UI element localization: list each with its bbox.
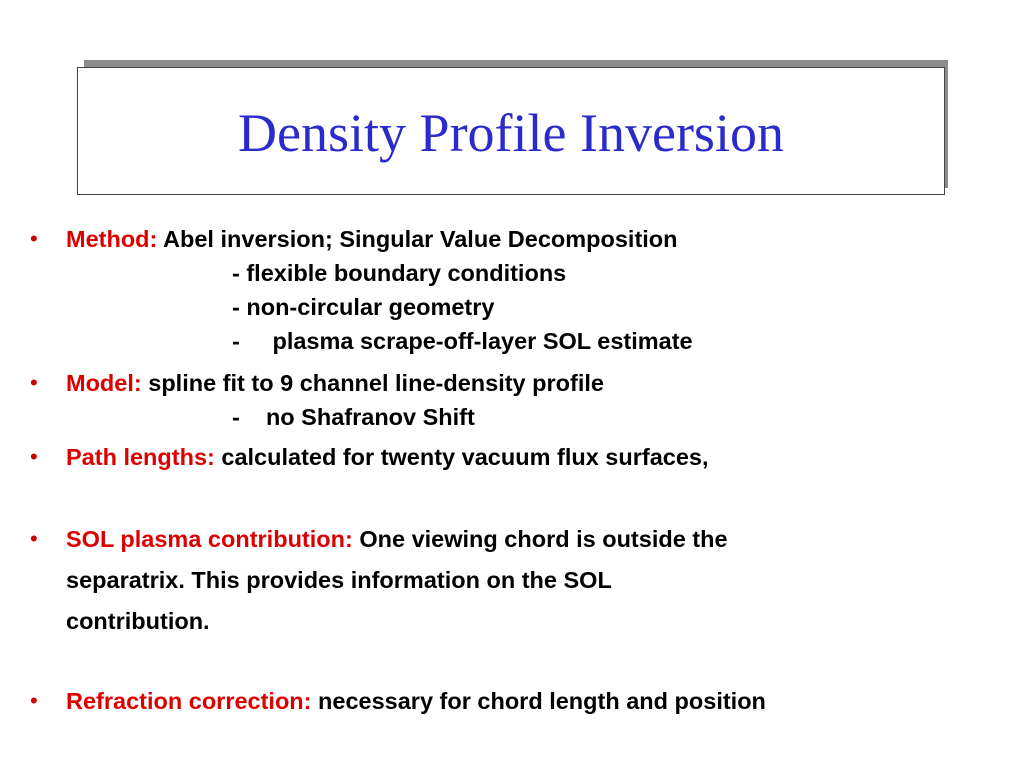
- bullet-sol-contribution: [66, 528, 728, 552]
- bullet-subline: separatrix. This provides information on the SOL: [66, 567, 612, 593]
- bullet-subline: - non-circular geometry: [232, 294, 495, 320]
- bullet-text: calculated for twenty vacuum flux surfaces,: [214, 444, 709, 470]
- bullet-label: SOL plasma contribution:: [66, 526, 353, 552]
- bullet-text: Abel inversion; Singular Value Decomposition: [157, 226, 678, 252]
- bullet-text: spline fit to 9 channel line-density profile: [141, 370, 604, 396]
- bullet-method: [66, 228, 678, 252]
- bullet-icon: •: [30, 688, 38, 713]
- bullet-icon: •: [30, 370, 38, 395]
- bullet-refraction: [66, 690, 766, 714]
- bullet-model: [66, 372, 604, 396]
- bullet-label: Refraction correction:: [66, 688, 312, 714]
- bullet-label: Method:: [66, 226, 158, 252]
- bullet-subline: - flexible boundary conditions: [232, 260, 567, 286]
- bullet-text: One viewing chord is outside the: [352, 526, 728, 552]
- bullet-subline: - plasma scrape-off-layer SOL estimate: [232, 328, 693, 354]
- bullet-text: necessary for chord length and position: [311, 688, 766, 714]
- bullet-path-lengths: [66, 446, 709, 470]
- bullet-icon: •: [30, 444, 38, 469]
- bullet-label: Model:: [66, 370, 142, 396]
- bullet-icon: •: [30, 226, 38, 251]
- bullet-label: Path lengths:: [66, 444, 215, 470]
- bullet-subline: contribution.: [66, 608, 210, 634]
- slide-title: Density Profile Inversion: [238, 103, 784, 163]
- bullet-icon: •: [30, 526, 38, 551]
- bullet-subline: - no Shafranov Shift: [232, 404, 475, 430]
- title-box: [77, 67, 945, 195]
